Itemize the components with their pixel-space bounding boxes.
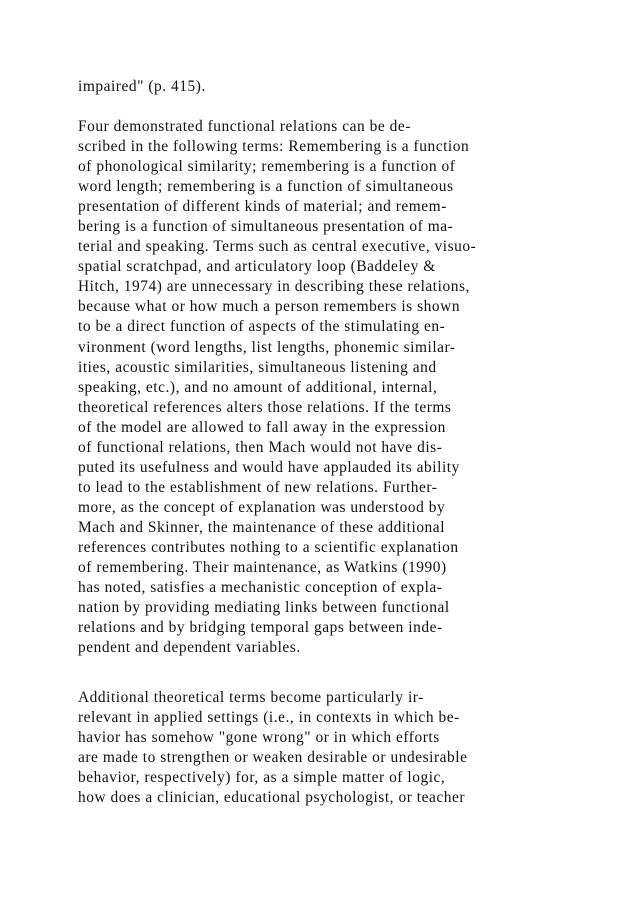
text-line: Four demonstrated functional relations can be de- [78, 118, 411, 135]
text-line: nation by providing mediating links between functional [78, 599, 450, 617]
paragraph-2 [78, 117, 598, 658]
text-line: bering is a function of simultaneous presentation of ma- [78, 218, 454, 236]
text-line: havior has somehow "gone wrong" or in which efforts [78, 729, 440, 747]
text-line: terial and speaking. Terms such as central executive, visuo- [78, 238, 477, 256]
paragraph-1 [78, 77, 598, 97]
text-line: speaking, etc.), and no amount of additional, internal, [78, 378, 438, 396]
text-line: of functional relations, then Mach would not have dis- [78, 438, 443, 456]
text-line: behavior, respectively) for, as a simple matter of logic, [78, 769, 446, 787]
text-line: has noted, satisfies a mechanistic conception of expla- [78, 579, 443, 597]
text-line: presentation of different kinds of material; and remem- [78, 198, 447, 216]
paragraph-3 [78, 688, 598, 808]
text-line: of the model are allowed to fall away in the expression [78, 418, 446, 436]
text-line: Additional theoretical terms become particularly ir- [78, 689, 424, 706]
text-line: how does a clinician, educational psychologist, or teacher [78, 789, 466, 807]
text-line: ities, acoustic similarities, simultaneous listening and [78, 358, 437, 376]
text-line: of phonological similarity; remembering is a function of [78, 158, 456, 176]
text-line: impaired" (p. 415). [78, 78, 206, 95]
text-line: theoretical references alters those relations. If the terms [78, 398, 452, 416]
text-line: because what or how much a person remembers is shown [78, 298, 461, 316]
text-line: to be a direct function of aspects of the stimulating en- [78, 318, 446, 336]
text-line: vironment (word lengths, list lengths, phonemic similar- [78, 338, 456, 356]
text-line: Mach and Skinner, the maintenance of these additional [78, 518, 446, 536]
text-line: word length; remembering is a function of simultaneous [78, 178, 454, 196]
text-line: are made to strengthen or weaken desirable or undesirable [78, 749, 468, 767]
text-line: spatial scratchpad, and articulatory loop (Baddeley & [78, 258, 436, 276]
text-line: of remembering. Their maintenance, as Watkins (1990) [78, 559, 447, 577]
text-line: references contributes nothing to a scientific explanation [78, 538, 459, 556]
text-line: to lead to the establishment of new relations. Further- [78, 478, 438, 496]
text-line: more, as the concept of explanation was understood by [78, 498, 446, 516]
text-line: puted its usefulness and would have applauded its ability [78, 458, 460, 476]
text-line: Hitch, 1974) are unnecessary in describing these relations, [78, 278, 470, 296]
text-line: relations and by bridging temporal gaps between inde- [78, 619, 443, 637]
text-line: relevant in applied settings (i.e., in contexts in which be- [78, 709, 460, 727]
text-line: pendent and dependent variables. [78, 639, 301, 657]
text-line: scribed in the following terms: Remembering is a function [78, 138, 470, 156]
